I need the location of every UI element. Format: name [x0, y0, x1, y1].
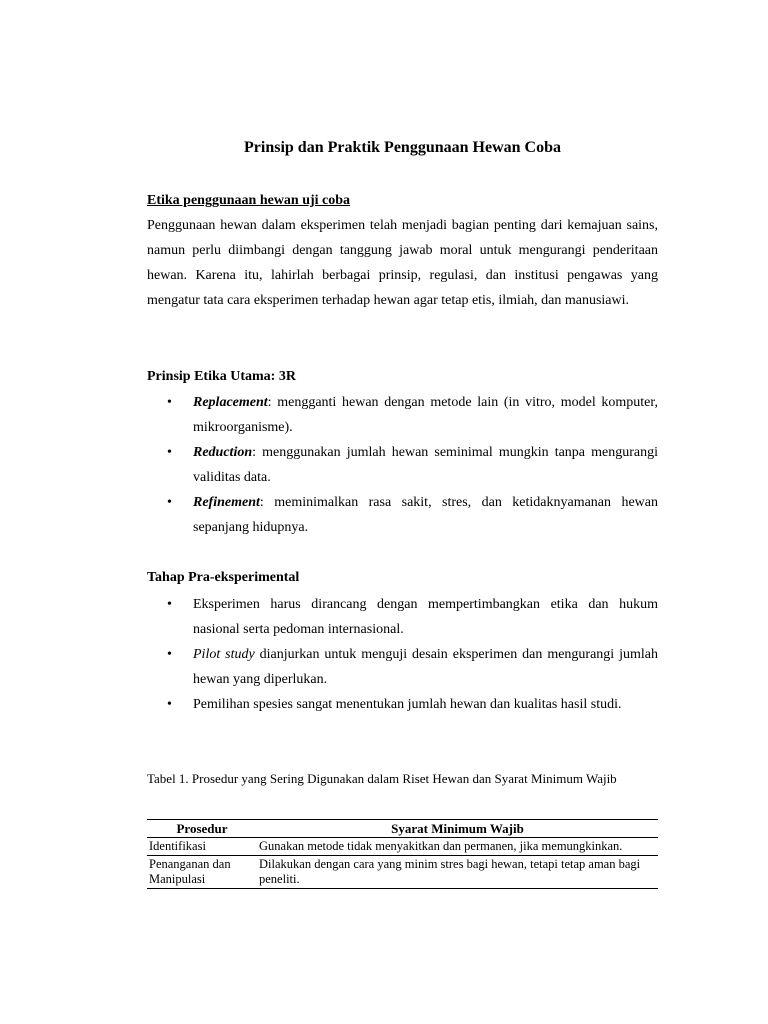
item-text: Pemilihan spesies sangat menentukan jumlah hewan dan kualitas hasil studi.	[193, 697, 622, 712]
bullet-icon: •	[167, 597, 172, 612]
principle-term: Reduction	[193, 445, 253, 460]
principle-text: : meminimalkan rasa sakit, stres, dan ketidaknyamanan hewan sepanjang hidupnya.	[193, 495, 658, 535]
section-heading-3r: Prinsip Etika Utama: 3R	[147, 369, 296, 384]
bullet-icon: •	[167, 647, 172, 662]
requirement-cell: Dilakukan dengan cara yang minim stres bagi hewan, tetapi tetap aman bagi peneliti.	[257, 856, 658, 889]
item-lead: Pilot study	[193, 647, 255, 662]
table-row	[147, 838, 658, 856]
requirement-cell: Gunakan metode tidak menyakitkan dan permanen, jika memungkinkan.	[257, 838, 658, 856]
item-text: Eksperimen harus dirancang dengan mempertimbangkan etika dan hukum nasional serta pedoman internasional.	[193, 597, 658, 637]
item-text: dianjurkan untuk menguji desain eksperimen dan mengurangi jumlah hewan yang diperlukan.	[193, 647, 658, 687]
table-row	[147, 856, 658, 889]
pre-experimental-list	[147, 592, 658, 717]
procedure-cell: Identifikasi	[147, 838, 257, 856]
table-caption: Tabel 1. Prosedur yang Sering Digunakan dalam Riset Hewan dan Syarat Minimum Wajib	[147, 771, 617, 786]
procedure-cell: Penanganan dan Manipulasi	[147, 856, 257, 889]
table-header-requirement: Syarat Minimum Wajib	[257, 820, 658, 838]
section-heading-ethics: Etika penggunaan hewan uji coba	[147, 193, 351, 208]
procedures-table	[147, 819, 658, 889]
principle-text: : mengganti hewan dengan metode lain (in vitro, model komputer, mikroorganisme).	[193, 395, 658, 435]
document-title: Prinsip dan Praktik Penggunaan Hewan Coba	[244, 139, 561, 156]
principle-term: Replacement	[193, 395, 268, 410]
list-item	[147, 390, 658, 440]
list-item	[147, 490, 658, 540]
list-item	[147, 692, 658, 717]
principle-text: : menggunakan jumlah hewan seminimal mungkin tanpa mengurangi validitas data.	[193, 445, 658, 485]
table-header-procedure: Prosedur	[147, 820, 257, 838]
list-item	[147, 642, 658, 692]
ethics-paragraph: Penggunaan hewan dalam eksperimen telah menjadi bagian penting dari kemajuan sains, namun perlu diimbangi dengan tanggung jawab moral untuk mengurangi penderitaan hewan. Karena itu, lahirlah berbagai prinsip, regulasi, dan institusi pengawas yang mengatur tata cara eksperimen terhadap hewan agar tetap etis, ilmiah, dan manusiawi.	[147, 218, 658, 308]
bullet-icon: •	[167, 697, 172, 712]
list-item	[147, 592, 658, 642]
bullet-icon: •	[167, 495, 172, 510]
section-heading-pre-experimental: Tahap Pra-eksperimental	[147, 570, 300, 585]
principles-list	[147, 390, 658, 540]
bullet-icon: •	[167, 395, 172, 410]
bullet-icon: •	[167, 445, 172, 460]
principle-term: Refinement	[193, 495, 260, 510]
list-item	[147, 440, 658, 490]
